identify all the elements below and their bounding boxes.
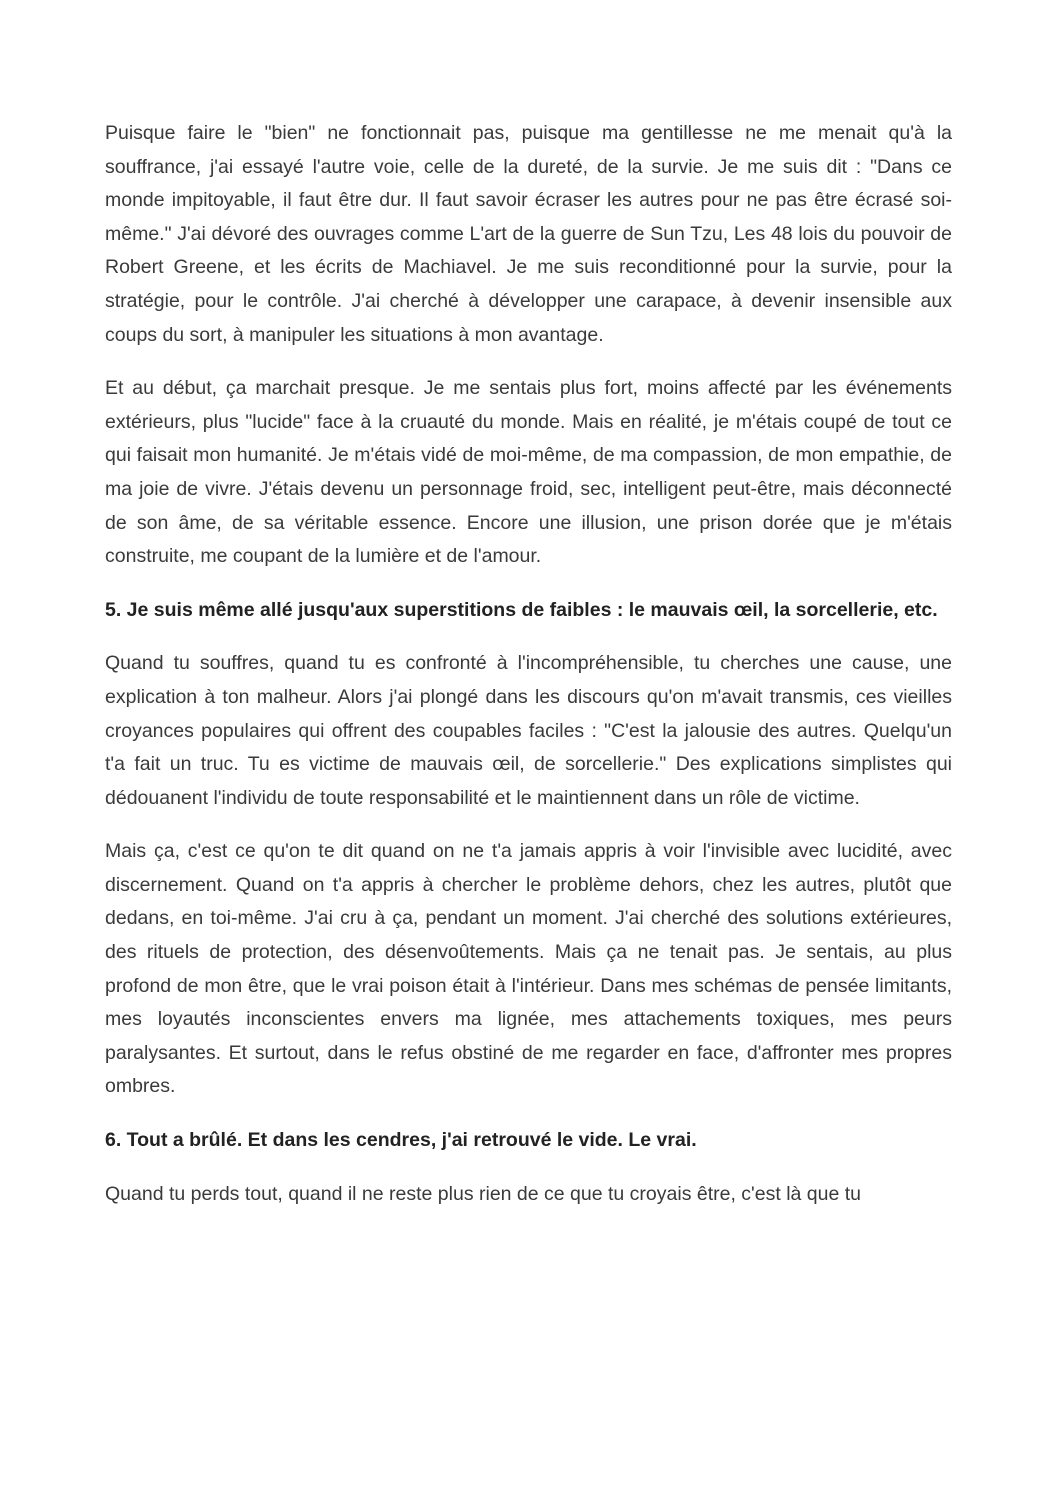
- paragraph-superstitions: Quand tu souffres, quand tu es confronté à l'incompréhensible, tu cherches une cause, une explication à ton malheur. Alors j'ai plongé dans les discours qu'on m'avait transmis, ces vieilles croyances populaires qui offrent des coupables faciles : "C'est la jalousie des autres. Quelqu'un t'a fait un truc. Tu es victime de mauvais œil, de sorcellerie." Des explications simplistes qui dédouanent l'individu de toute responsabilité et le maintiennent dans un rôle de victime.: [105, 652, 952, 809]
- section-heading-5: 5. Je suis même allé jusqu'aux superstitions de faibles : le mauvais œil, la sorcellerie, etc.: [105, 598, 938, 621]
- paragraph-illusion: Et au début, ça marchait presque. Je me sentais plus fort, moins affecté par les événements extérieurs, plus "lucide" face à la cruauté du monde. Mais en réalité, je m'étais coupé de tout ce qui faisait mon humanité. Je m'étais vidé de moi-même, de ma compassion, de mon empathie, de ma joie de vivre. J'étais devenu un personnage froid, sec, intelligent peut-être, mais déconnecté de son âme, de sa véritable essence. Encore une illusion, une prison dorée que je m'étais construite, me coupant de la lumière et de l'amour.: [105, 377, 952, 568]
- paragraph-durete: Puisque faire le "bien" ne fonctionnait pas, puisque ma gentillesse ne me menait qu'à la souffrance, j'ai essayé l'autre voie, celle de la dureté, de la survie. Je me suis dit : "Dans ce monde impitoyable, il faut être dur. Il faut savoir écraser les autres pour ne pas être écrasé soi-même." J'ai dévoré des ouvrages comme L'art de la guerre de Sun Tzu, Les 48 lois du pouvoir de Robert Greene, et les écrits de Machiavel. Je me suis reconditionné pour la survie, pour la stratégie, pour le contrôle. J'ai cherché à développer une carapace, à devenir insensible aux coups du sort, à manipuler les situations à mon avantage.: [105, 122, 952, 346]
- paragraph-invisible: Mais ça, c'est ce qu'on te dit quand on ne t'a jamais appris à voir l'invisible avec lucidité, avec discernement. Quand on t'a appris à chercher le problème dehors, chez les autres, plutôt que dedans, en toi-même. J'ai cru à ça, pendant un moment. J'ai cherché des solutions extérieures, des rituels de protection, des désenvoûtements. Mais ça ne tenait pas. Je sentais, au plus profond de mon être, que le vrai poison était à l'intérieur. Dans mes schémas de pensée limitants, mes loyautés inconscientes envers ma lignée, mes attachements toxiques, mes peurs paralysantes. Et surtout, dans le refus obstiné de me regarder en face, d'affronter mes propres ombres.: [105, 840, 952, 1098]
- paragraph-vide: Quand tu perds tout, quand il ne reste plus rien de ce que tu croyais être, c'est là que tu: [105, 1182, 862, 1205]
- section-heading-6: 6. Tout a brûlé. Et dans les cendres, j'ai retrouvé le vide. Le vrai.: [105, 1129, 697, 1152]
- document-page: [105, 117, 952, 1231]
